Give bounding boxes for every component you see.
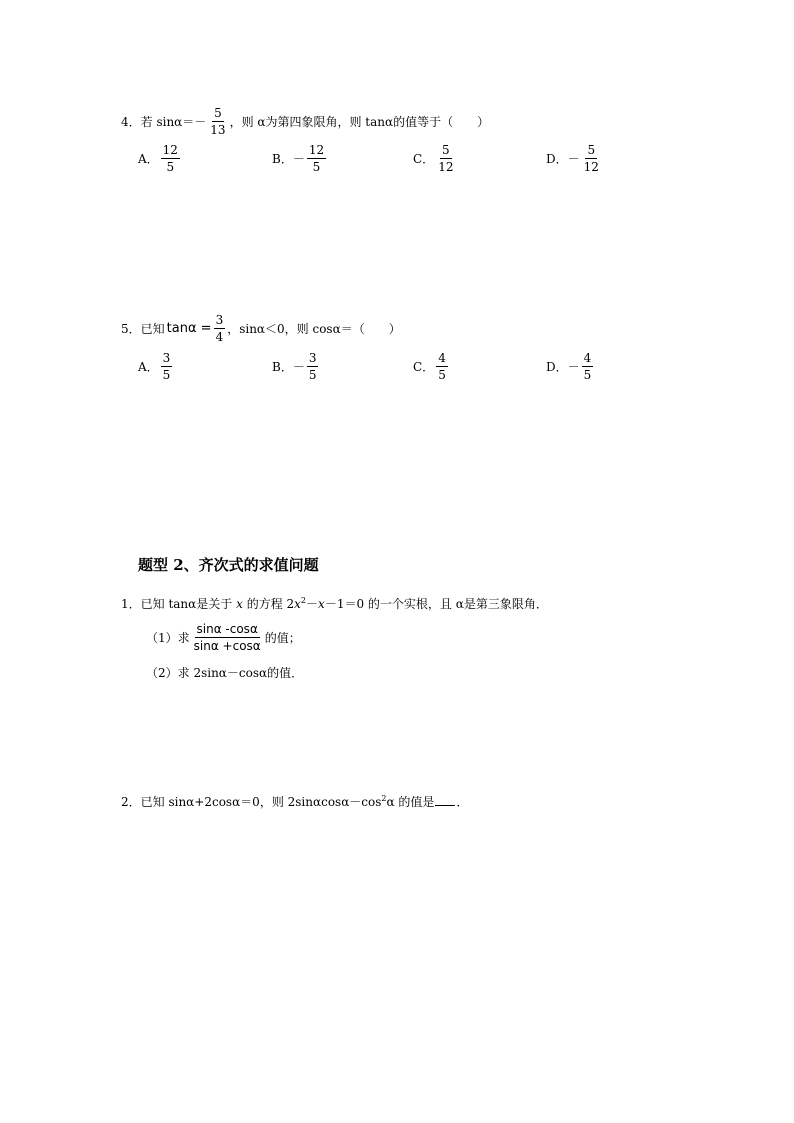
fraction — [582, 143, 601, 174]
problem-1-part-1 — [146, 622, 301, 653]
part-text: 的值； — [264, 630, 301, 645]
option-c — [413, 351, 450, 382]
option-sign: － — [292, 152, 305, 166]
superscript: 2 — [381, 794, 387, 803]
fraction — [307, 351, 319, 382]
option-label: D． — [546, 360, 568, 374]
question-text: ，sinα＜0，则 cosα＝（ ） — [227, 321, 401, 336]
problem-text: 已知 tanα是关于 — [140, 597, 237, 611]
problem-text: α 的值是 — [386, 795, 435, 809]
problem-1 — [121, 593, 548, 612]
problem-text: 的方程 2 — [242, 597, 295, 611]
option-label: C． — [413, 360, 435, 374]
numerator: 12 — [308, 143, 325, 157]
denominator: 5 — [312, 160, 321, 174]
denominator: 5 — [583, 368, 592, 382]
section-heading: 题型 2、齐次式的求值问题 — [138, 556, 319, 574]
option-b — [272, 351, 320, 382]
question-number: 4． — [121, 114, 141, 129]
part-label: （1）求 — [146, 630, 190, 645]
option-label: B． — [272, 360, 293, 374]
option-sign: － — [567, 360, 580, 374]
numerator: sinα -cosα — [196, 622, 258, 636]
denominator: 12 — [583, 160, 599, 174]
problem-number: 2． — [121, 795, 141, 809]
fraction — [582, 351, 594, 382]
option-label: B． — [272, 152, 293, 166]
minus-sign: － — [306, 597, 319, 611]
question-text: 若 sinα＝－ — [140, 114, 207, 129]
numerator: 12 — [162, 143, 178, 157]
tan-expression: tanα = — [166, 320, 212, 336]
numerator: 3 — [215, 313, 224, 327]
question-4 — [121, 106, 489, 137]
question-number: 5． — [121, 321, 141, 336]
problem-text: ． — [456, 795, 469, 809]
option-a — [138, 351, 174, 382]
option-label: A． — [138, 152, 159, 166]
numerator: 3 — [162, 351, 171, 365]
denominator: 5 — [166, 160, 175, 174]
option-a — [138, 143, 182, 174]
option-d — [546, 143, 603, 174]
problem-text: －1＝0 的一个实根，且 α是第三象限角． — [324, 597, 548, 611]
problem-1-part-2: （2）求 2sinα－cosα的值． — [146, 666, 304, 680]
option-sign: － — [567, 152, 580, 166]
fraction — [436, 351, 448, 382]
fraction — [161, 351, 173, 382]
question-5 — [121, 313, 401, 344]
denominator: 5 — [438, 368, 446, 382]
option-sign: － — [292, 360, 305, 374]
question-text: ，则 α为第四象限角，则 tanα的值等于（ ） — [229, 114, 490, 129]
option-d — [546, 351, 595, 382]
denominator: sinα +cosα — [193, 639, 261, 653]
denominator: 5 — [308, 368, 317, 382]
numerator: 5 — [587, 143, 596, 157]
variable-x: x — [318, 597, 325, 611]
variable-x: x — [236, 597, 243, 611]
question-text: 已知 — [140, 321, 165, 336]
numerator: 5 — [442, 143, 450, 157]
fraction — [214, 313, 226, 344]
denominator: 13 — [210, 123, 226, 137]
numerator: 4 — [438, 351, 446, 365]
denominator: 4 — [215, 330, 224, 344]
numerator: 3 — [308, 351, 317, 365]
answer-blank[interactable] — [435, 793, 455, 806]
problem-2 — [121, 791, 468, 810]
problem-text: 已知 sinα+2cosα＝0，则 2sinαcosα－cos — [140, 795, 382, 809]
fraction — [192, 622, 263, 653]
problem-number: 1． — [121, 597, 141, 611]
fraction — [208, 106, 227, 137]
variable-x: x — [294, 597, 301, 611]
denominator: 12 — [438, 160, 454, 174]
option-b — [272, 143, 328, 174]
fraction — [436, 143, 455, 174]
denominator: 5 — [162, 368, 171, 382]
option-label: A． — [138, 360, 159, 374]
fraction — [161, 143, 180, 174]
numerator: 4 — [583, 351, 592, 365]
option-c — [413, 143, 457, 174]
fraction — [307, 143, 326, 174]
option-label: C． — [413, 152, 435, 166]
numerator: 5 — [214, 106, 222, 120]
option-label: D． — [546, 152, 568, 166]
superscript: 2 — [300, 596, 307, 605]
